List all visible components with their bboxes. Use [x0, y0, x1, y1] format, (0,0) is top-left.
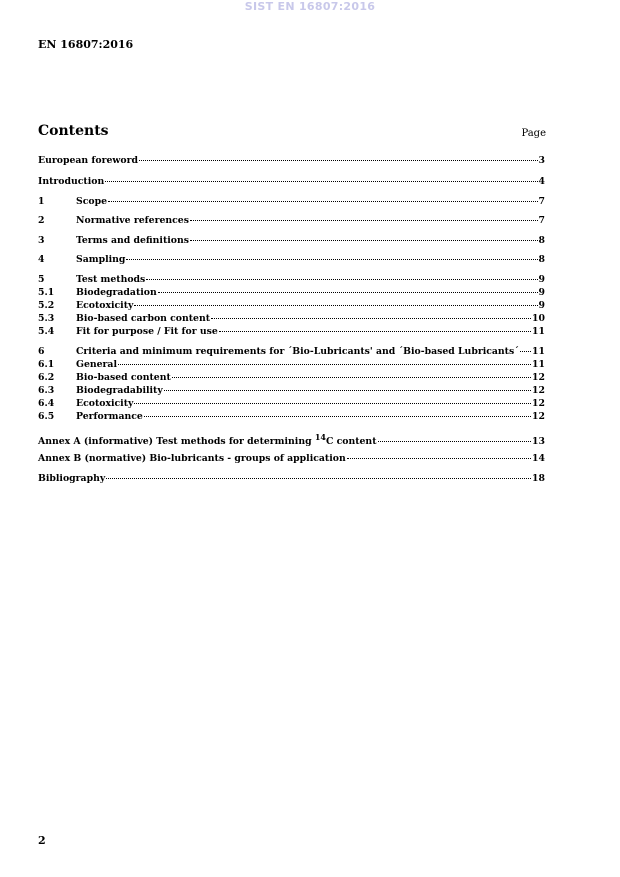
toc-entry-introduction[interactable] — [38, 176, 545, 187]
toc-entry-annex-a[interactable] — [38, 432, 545, 448]
dot-leader — [190, 220, 538, 221]
page-number: 2 — [38, 834, 46, 847]
toc-number: 5.1 — [38, 287, 55, 298]
dot-leader — [158, 292, 538, 293]
toc-number: 5 — [38, 274, 45, 285]
dot-leader — [146, 279, 537, 280]
dot-leader — [378, 441, 532, 442]
toc-title: Ecotoxicity — [76, 300, 134, 311]
toc-entry-terms-and-definitions[interactable] — [38, 235, 545, 246]
toc-title: Bio-based content — [76, 372, 171, 383]
toc-entry-scope[interactable] — [38, 196, 545, 207]
toc-page: 13 — [532, 436, 545, 448]
toc-page: 3 — [538, 155, 545, 166]
dot-leader — [134, 305, 537, 306]
dot-leader — [190, 240, 538, 241]
contents-heading: Contents — [38, 123, 109, 139]
dot-leader — [144, 416, 531, 417]
toc-title: Bio-based carbon content — [76, 313, 211, 324]
toc-title: Bibliography — [38, 473, 106, 484]
toc-page: 18 — [532, 473, 545, 484]
dot-leader — [219, 331, 531, 332]
toc-entry-ecotoxicity-6-4[interactable] — [38, 398, 545, 409]
dot-leader — [164, 390, 531, 391]
toc-page: 8 — [538, 254, 545, 265]
toc-number: 6.2 — [38, 372, 55, 383]
toc-entry-bibliography[interactable] — [38, 473, 545, 484]
toc-page: 7 — [538, 196, 545, 207]
toc-number: 5.3 — [38, 313, 55, 324]
dot-leader — [106, 478, 531, 479]
toc-entry-biodegradation[interactable] — [38, 287, 545, 298]
toc-title: Scope — [76, 196, 107, 207]
dot-leader — [108, 201, 538, 202]
toc-number: 6.5 — [38, 411, 55, 422]
toc-title: Annex B (normative) Bio-lubricants - groups of application — [38, 453, 346, 464]
toc-number: 6 — [38, 346, 45, 357]
toc-entry-european-foreword[interactable] — [38, 155, 545, 166]
toc-page: 12 — [532, 411, 545, 422]
toc-page: 7 — [538, 215, 545, 226]
dot-leader — [172, 377, 531, 378]
watermark: SIST EN 16807:2016 — [244, 0, 376, 13]
dot-leader — [134, 403, 531, 404]
toc-page: 8 — [538, 235, 545, 246]
toc-entry-annex-b[interactable] — [38, 453, 545, 464]
toc-title: Test methods — [76, 274, 146, 285]
toc-entry-performance[interactable] — [38, 411, 545, 422]
toc-number: 6.1 — [38, 359, 55, 370]
toc-page: 9 — [538, 300, 545, 311]
toc-title: Criteria and minimum requirements for ´Bio-Lubricants' and ´Bio-based Lubricants´ — [76, 346, 519, 357]
toc-number: 5.4 — [38, 326, 55, 337]
toc-page: 11 — [532, 359, 545, 370]
toc-title: Terms and definitions — [76, 235, 189, 246]
toc-title: General — [76, 359, 117, 370]
toc-number: 6.3 — [38, 385, 55, 396]
toc-page: 12 — [532, 385, 545, 396]
annex-a-title-end: C content — [325, 436, 377, 448]
toc-number: 6.4 — [38, 398, 55, 409]
toc-title: Fit for purpose / Fit for use — [76, 326, 218, 337]
toc-title: Introduction — [38, 176, 105, 187]
dot-leader — [520, 351, 531, 352]
toc-title — [38, 432, 377, 447]
toc-page: 12 — [532, 372, 545, 383]
dot-leader — [105, 181, 537, 182]
isotope-superscript: 14 — [314, 432, 326, 442]
toc-page: 10 — [532, 313, 545, 324]
dot-leader — [126, 259, 537, 260]
toc-page: 11 — [532, 326, 545, 337]
document-id: EN 16807:2016 — [38, 38, 134, 51]
toc-title: Normative references — [76, 215, 189, 226]
toc-number: 1 — [38, 196, 45, 207]
toc-page: 14 — [532, 453, 545, 464]
toc-entry-bio-based-carbon-content[interactable] — [38, 313, 545, 324]
toc-entry-biodegradability[interactable] — [38, 385, 545, 396]
toc-title: Sampling — [76, 254, 126, 265]
toc-title: Performance — [76, 411, 143, 422]
toc-entry-criteria-and-minimum-requirements[interactable] — [38, 346, 545, 357]
toc-title: Biodegradability — [76, 385, 163, 396]
dot-leader — [139, 160, 538, 161]
annex-a-title-start: Annex A (informative) Test methods for determining — [38, 436, 315, 448]
toc-entry-ecotoxicity-5-2[interactable] — [38, 300, 545, 311]
toc-title: European foreword — [38, 155, 138, 166]
table-of-contents — [38, 155, 545, 484]
toc-entry-general[interactable] — [38, 359, 545, 370]
toc-page: 12 — [532, 398, 545, 409]
toc-number: 4 — [38, 254, 45, 265]
toc-page: 11 — [532, 346, 545, 357]
toc-entry-test-methods[interactable] — [38, 274, 545, 285]
toc-number: 2 — [38, 215, 45, 226]
toc-title: Ecotoxicity — [76, 398, 134, 409]
toc-entry-normative-references[interactable] — [38, 215, 545, 226]
dot-leader — [347, 458, 531, 459]
toc-page: 9 — [538, 274, 545, 285]
page-column-label: Page — [521, 128, 546, 139]
toc-entry-fit-for-purpose[interactable] — [38, 326, 545, 337]
dot-leader — [118, 364, 531, 365]
toc-page: 4 — [538, 176, 545, 187]
toc-entry-bio-based-content[interactable] — [38, 372, 545, 383]
toc-entry-sampling[interactable] — [38, 254, 545, 265]
dot-leader — [211, 318, 531, 319]
toc-number: 5.2 — [38, 300, 55, 311]
toc-page: 9 — [538, 287, 545, 298]
toc-number: 3 — [38, 235, 45, 246]
toc-title: Biodegradation — [76, 287, 157, 298]
